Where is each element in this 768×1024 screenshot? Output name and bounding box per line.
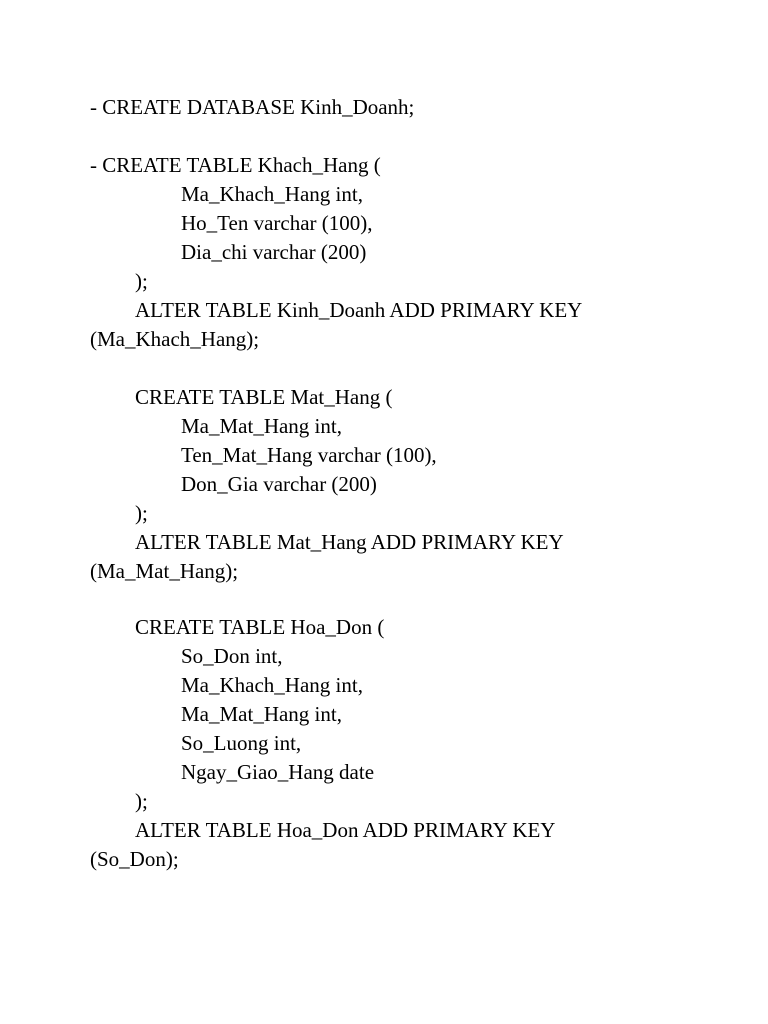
column-dia-chi: Dia_chi varchar (200) <box>181 240 367 264</box>
create-table-hoa-don-line: CREATE TABLE Hoa_Don ( <box>135 615 385 639</box>
column-ma-khach-hang: Ma_Khach_Hang int, <box>181 182 363 206</box>
column-ngay-giao-hang: Ngay_Giao_Hang date <box>181 760 375 784</box>
create-table-mat-hang-line: CREATE TABLE Mat_Hang ( <box>135 385 393 409</box>
column-so-don: So_Don int, <box>181 644 283 668</box>
column-ten-mat-hang: Ten_Mat_Hang varchar (100), <box>181 443 437 467</box>
create-database-line: - CREATE DATABASE Kinh_Doanh; <box>90 95 415 119</box>
alter-table-mat-hang-line: ALTER TABLE Mat_Hang ADD PRIMARY KEY <box>135 530 564 554</box>
primary-key-ma-mat-hang: (Ma_Mat_Hang); <box>90 559 239 583</box>
column-ma-khach-hang-fk: Ma_Khach_Hang int, <box>181 673 363 697</box>
column-don-gia: Don_Gia varchar (200) <box>181 472 377 496</box>
column-ma-mat-hang: Ma_Mat_Hang int, <box>181 414 342 438</box>
column-ma-mat-hang-fk: Ma_Mat_Hang int, <box>181 702 342 726</box>
column-so-luong: So_Luong int, <box>181 731 302 755</box>
close-paren-mat-hang: ); <box>135 501 148 525</box>
create-table-khach-hang-line: - CREATE TABLE Khach_Hang ( <box>90 153 381 177</box>
primary-key-ma-khach-hang: (Ma_Khach_Hang); <box>90 327 260 351</box>
close-paren-khach-hang: ); <box>135 269 148 293</box>
alter-table-hoa-don-line: ALTER TABLE Hoa_Don ADD PRIMARY KEY <box>135 818 556 842</box>
primary-key-so-don: (So_Don); <box>90 847 179 871</box>
close-paren-hoa-don: ); <box>135 789 148 813</box>
alter-table-kinh-doanh-line: ALTER TABLE Kinh_Doanh ADD PRIMARY KEY <box>135 298 583 322</box>
column-ho-ten: Ho_Ten varchar (100), <box>181 211 373 235</box>
